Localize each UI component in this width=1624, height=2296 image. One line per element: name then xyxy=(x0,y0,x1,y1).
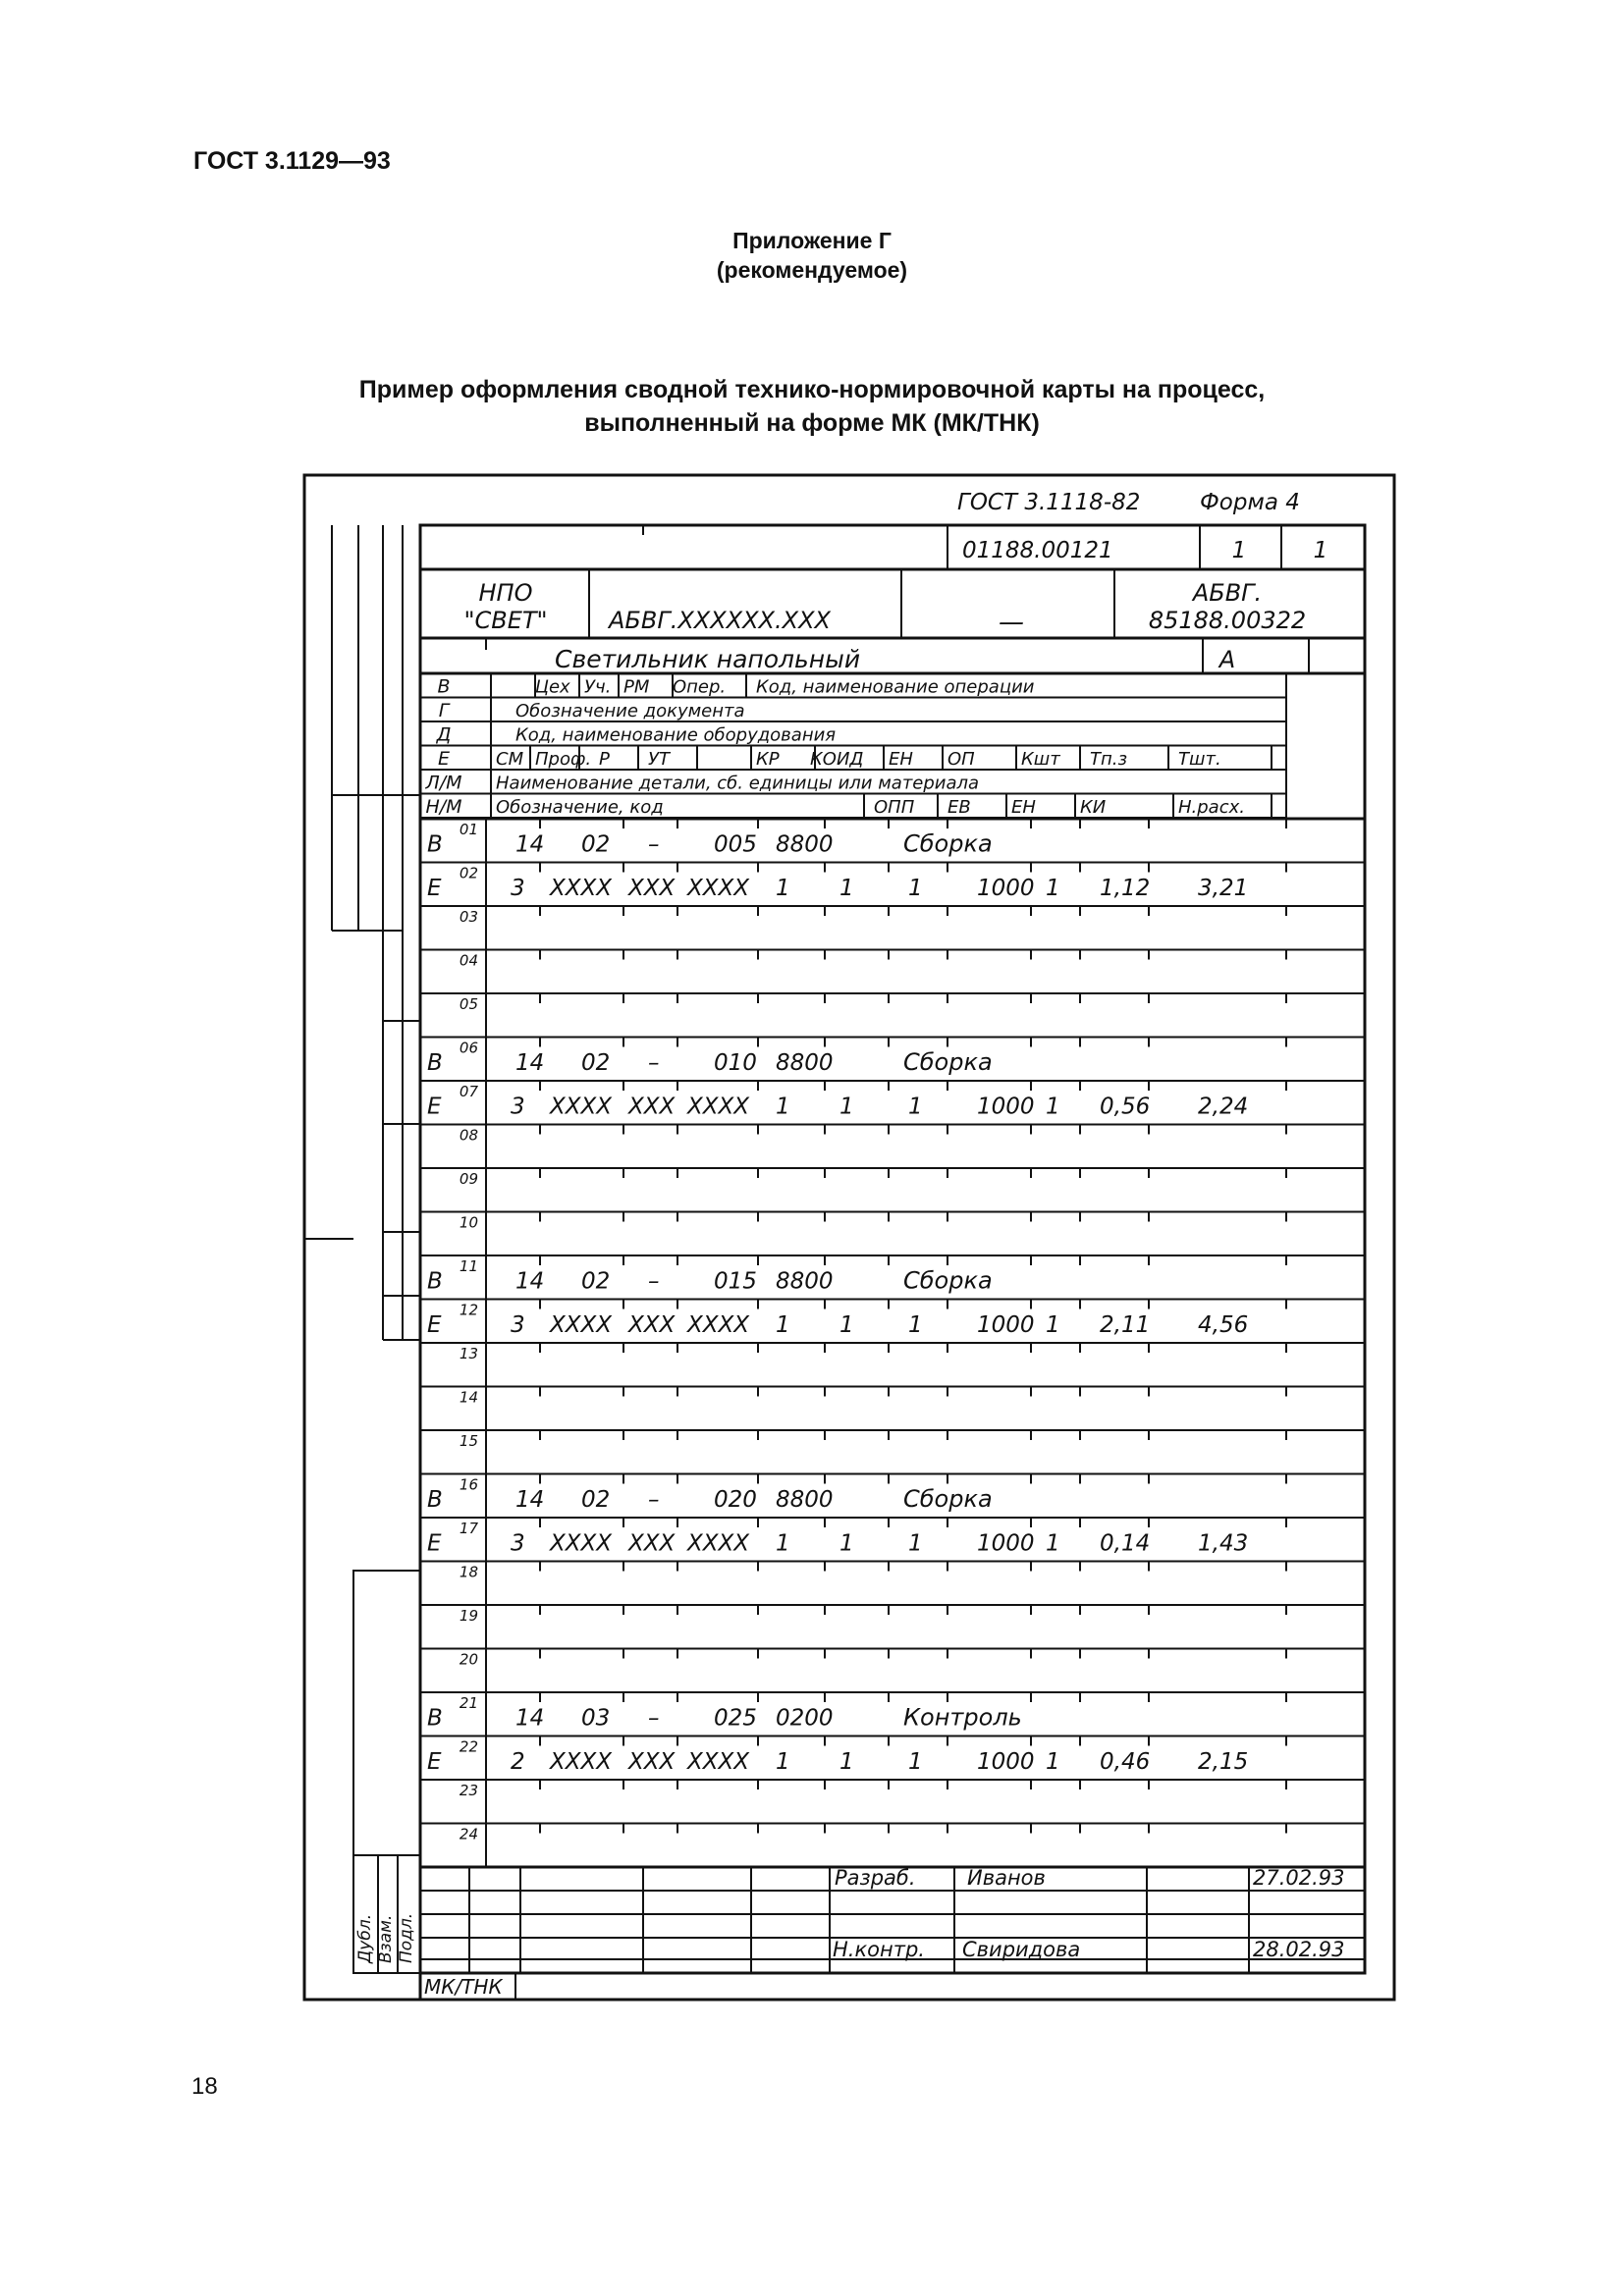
row-number: 17 xyxy=(459,1520,478,1537)
norm-cell: XXXX xyxy=(550,1530,613,1557)
row-number: 13 xyxy=(459,1345,478,1362)
row-number: 06 xyxy=(459,1039,478,1057)
row-number: 08 xyxy=(459,1126,478,1145)
norm-cell: 1,12 xyxy=(1100,876,1151,901)
row-number: 09 xyxy=(459,1170,478,1188)
operation-cell: 8800 xyxy=(776,1268,834,1295)
norm-cell: 1 xyxy=(839,1094,854,1120)
row-number: 22 xyxy=(459,1737,478,1756)
row-number: 05 xyxy=(459,995,478,1013)
operation-cell: 02 xyxy=(581,1487,611,1513)
form-code: МК/ТНК xyxy=(424,1975,503,1999)
legend-label-a: В xyxy=(437,675,451,698)
norm-control-name: Свиридова xyxy=(962,1938,1081,1961)
decimal-code: АБВГ. xyxy=(1192,579,1263,607)
operation-cell: 02 xyxy=(581,1050,611,1076)
row-number: 03 xyxy=(459,908,478,926)
appendix-title: Приложение Г xyxy=(732,228,892,253)
norm-cell: XXXX xyxy=(550,876,613,901)
page-number: 18 xyxy=(191,2073,218,2100)
legend-field: ЕН xyxy=(1011,797,1036,818)
legend-field: ОПП xyxy=(874,797,915,818)
operation-cell: 02 xyxy=(581,1268,611,1295)
side-label: Взам. xyxy=(376,1914,396,1963)
developed-label: Разраб. xyxy=(835,1866,916,1890)
legend-field: Код, наименование оборудования xyxy=(515,724,837,746)
legend-label-e: Е xyxy=(437,748,451,770)
product-name: Светильник напольный xyxy=(555,645,861,673)
legend-field: Кшт xyxy=(1021,749,1060,770)
row-number: 23 xyxy=(459,1782,478,1799)
row-type-code: Е xyxy=(427,1530,442,1557)
legend-field: ОП xyxy=(947,749,975,770)
decimal-code: 85188.00322 xyxy=(1148,607,1307,634)
row-type-code: В xyxy=(427,1268,443,1295)
operation-cell: 8800 xyxy=(776,831,834,858)
row-number: 07 xyxy=(459,1083,478,1100)
form-number-label: Форма 4 xyxy=(1200,490,1300,515)
sheet-number: 1 xyxy=(1313,538,1328,563)
norm-cell: 0,46 xyxy=(1100,1749,1151,1775)
legend-field: КИ xyxy=(1080,797,1107,818)
operation-cell: – xyxy=(648,1705,660,1732)
norm-cell: 1,43 xyxy=(1198,1530,1249,1557)
legend-field: Уч. xyxy=(584,676,612,698)
row-number: 20 xyxy=(459,1650,478,1669)
operation-cell: 14 xyxy=(515,1050,545,1076)
operation-cell: 14 xyxy=(515,1268,545,1295)
norm-control-label: Н.контр. xyxy=(833,1938,925,1961)
legend-label-d: Д xyxy=(436,723,452,746)
norm-cell: 2 xyxy=(511,1749,525,1775)
legend-field: Опер. xyxy=(673,676,727,698)
operation-cell: 025 xyxy=(714,1705,757,1732)
norm-cell: XXXX xyxy=(550,1094,613,1120)
row-type-code: В xyxy=(427,1487,443,1513)
operation-name: Сборка xyxy=(903,1048,993,1076)
legend-field: СМ xyxy=(496,749,524,770)
norm-cell: XXXX xyxy=(687,1749,750,1775)
side-label: Подл. xyxy=(397,1912,416,1963)
dash-field: — xyxy=(999,608,1024,637)
operation-cell: – xyxy=(648,1268,660,1295)
example-title-line2: выполненный на форме МК (МК/ТНК) xyxy=(584,409,1040,437)
operation-cell: 005 xyxy=(714,831,757,858)
norm-cell: 0,56 xyxy=(1100,1094,1151,1120)
operation-name: Сборка xyxy=(903,1266,993,1295)
norm-cell: XXXX xyxy=(687,1530,750,1557)
developed-date: 27.02.93 xyxy=(1253,1866,1345,1890)
norm-cell: 1 xyxy=(839,1749,854,1775)
norm-cell: 3 xyxy=(511,876,525,901)
norm-cell: 1000 xyxy=(977,876,1035,901)
norm-cell: XXX xyxy=(628,1312,676,1338)
operation-cell: – xyxy=(648,1487,660,1513)
norm-cell: 1 xyxy=(839,876,854,901)
legend-field: Проф. xyxy=(535,749,592,770)
norm-cell: 3,21 xyxy=(1198,876,1249,901)
norm-cell: 0,14 xyxy=(1100,1530,1151,1557)
legend-field: ЕВ xyxy=(947,797,971,818)
row-number: 21 xyxy=(459,1694,478,1712)
norm-cell: 1 xyxy=(839,1312,854,1338)
norm-cell: 1 xyxy=(1046,1530,1060,1557)
norm-cell: 1 xyxy=(1046,1312,1060,1338)
norm-cell: XXXX xyxy=(687,1312,750,1338)
developed-name: Иванов xyxy=(967,1866,1046,1890)
legend-field: Р xyxy=(599,749,610,770)
norm-cell: 1 xyxy=(908,1530,923,1557)
norm-cell: XXXX xyxy=(687,1094,750,1120)
row-type-code: В xyxy=(427,1050,443,1076)
legend-field: Наименование детали, сб. единицы или материала xyxy=(496,773,980,794)
norm-cell: 3 xyxy=(511,1530,525,1557)
norm-cell: XXX xyxy=(628,1749,676,1775)
norm-cell: 1 xyxy=(908,1312,923,1338)
legend-field: Обозначение, код xyxy=(496,797,664,818)
row-number: 11 xyxy=(459,1257,478,1275)
norm-cell: 4,56 xyxy=(1198,1312,1249,1338)
operation-name: Контроль xyxy=(903,1703,1022,1732)
legend-field: Код, наименование операции xyxy=(756,676,1035,698)
legend-field: Н.расх. xyxy=(1178,797,1245,818)
norm-cell: 1000 xyxy=(977,1749,1035,1775)
operation-cell: 02 xyxy=(581,831,611,858)
legend-field: КОИД xyxy=(810,749,864,770)
legend-label-nm: Н/М xyxy=(425,796,462,818)
operation-cell: 0200 xyxy=(776,1705,834,1732)
legend-field: КР xyxy=(756,749,780,770)
row-number: 04 xyxy=(459,951,478,970)
product-code: АБВГ.ХХХХХХ.ХХХ xyxy=(609,607,831,634)
legend-label-lm: Л/М xyxy=(425,772,462,794)
organization-name: "СВЕТ" xyxy=(463,607,548,634)
norm-cell: 1 xyxy=(908,1094,923,1120)
legend-field: Тшт. xyxy=(1178,749,1221,770)
row-type-code: Е xyxy=(427,876,442,901)
row-number: 02 xyxy=(459,864,478,882)
letter-field: А xyxy=(1218,646,1236,673)
operation-cell: 14 xyxy=(515,831,545,858)
operation-cell: 015 xyxy=(714,1268,757,1295)
operation-name: Сборка xyxy=(903,1485,993,1513)
row-type-code: Е xyxy=(427,1094,442,1120)
norm-cell: 1 xyxy=(908,876,923,901)
norm-cell: 1 xyxy=(776,1530,790,1557)
norm-cell: 1 xyxy=(776,876,790,901)
row-number: 18 xyxy=(459,1563,478,1581)
row-number: 15 xyxy=(459,1432,478,1450)
operation-cell: – xyxy=(648,831,660,858)
norm-cell: XXX xyxy=(628,1530,676,1557)
row-number: 19 xyxy=(459,1607,478,1625)
norm-cell: 1 xyxy=(1046,1749,1060,1775)
legend-field: РМ xyxy=(623,676,650,698)
operation-cell: 020 xyxy=(714,1487,757,1513)
norm-cell: XXXX xyxy=(687,876,750,901)
norm-cell: 1 xyxy=(776,1312,790,1338)
row-number: 01 xyxy=(459,821,478,838)
row-type-code: В xyxy=(427,1705,443,1732)
operation-name: Сборка xyxy=(903,829,993,858)
row-type-code: Е xyxy=(427,1749,442,1775)
legend-field: Цех xyxy=(535,676,570,698)
legend-label-g: Г xyxy=(438,700,450,721)
operation-cell: – xyxy=(648,1050,660,1076)
document-code: ГОСТ 3.1129—93 xyxy=(193,147,391,175)
legend-field: Тп.з xyxy=(1090,749,1128,770)
row-number: 14 xyxy=(459,1388,478,1407)
sheets-total: 1 xyxy=(1231,538,1247,563)
row-type-code: В xyxy=(427,831,443,858)
row-number: 12 xyxy=(459,1301,478,1319)
operation-cell: 03 xyxy=(581,1705,611,1732)
norm-cell: 1 xyxy=(776,1749,790,1775)
norm-cell: 3 xyxy=(511,1312,525,1338)
row-number: 16 xyxy=(459,1475,478,1494)
row-type-code: Е xyxy=(427,1312,442,1338)
norm-cell: 1000 xyxy=(977,1312,1035,1338)
norm-cell: 1000 xyxy=(977,1530,1035,1557)
norm-control-date: 28.02.93 xyxy=(1253,1938,1345,1961)
norm-cell: 2,24 xyxy=(1198,1094,1249,1120)
operation-cell: 010 xyxy=(714,1050,757,1076)
document-number: 01188.00121 xyxy=(962,538,1113,563)
bottom-left-strip xyxy=(353,1571,420,1973)
operation-cell: 14 xyxy=(515,1487,545,1513)
norm-cell: 1 xyxy=(1046,1094,1060,1120)
norm-cell: XXXX xyxy=(550,1749,613,1775)
appendix-subtitle: (рекомендуемое) xyxy=(716,257,908,283)
legend-field: Обозначение документа xyxy=(515,701,745,721)
side-label: Дубл. xyxy=(355,1913,375,1963)
norm-cell: 1 xyxy=(908,1749,923,1775)
norm-cell: 3 xyxy=(511,1094,525,1120)
norm-cell: 1 xyxy=(1046,876,1060,901)
norm-cell: 2,11 xyxy=(1100,1312,1151,1338)
norm-cell: XXX xyxy=(628,1094,676,1120)
norm-cell: 1 xyxy=(776,1094,790,1120)
operation-cell: 8800 xyxy=(776,1050,834,1076)
norm-cell: 2,15 xyxy=(1198,1749,1249,1775)
standard-label: ГОСТ 3.1118-82 xyxy=(957,490,1141,515)
norm-cell: 1 xyxy=(839,1530,854,1557)
row-number: 24 xyxy=(459,1825,478,1843)
operation-cell: 14 xyxy=(515,1705,545,1732)
example-title-line1: Пример оформления сводной технико-нормировочной карты на процесс, xyxy=(358,376,1266,403)
organization-name: НПО xyxy=(478,579,533,607)
legend-field: УТ xyxy=(648,749,670,770)
legend-field: ЕН xyxy=(889,749,913,770)
operation-cell: 8800 xyxy=(776,1487,834,1513)
row-number: 10 xyxy=(459,1213,478,1232)
norm-cell: XXX xyxy=(628,876,676,901)
norm-cell: XXXX xyxy=(550,1312,613,1338)
norm-cell: 1000 xyxy=(977,1094,1035,1120)
